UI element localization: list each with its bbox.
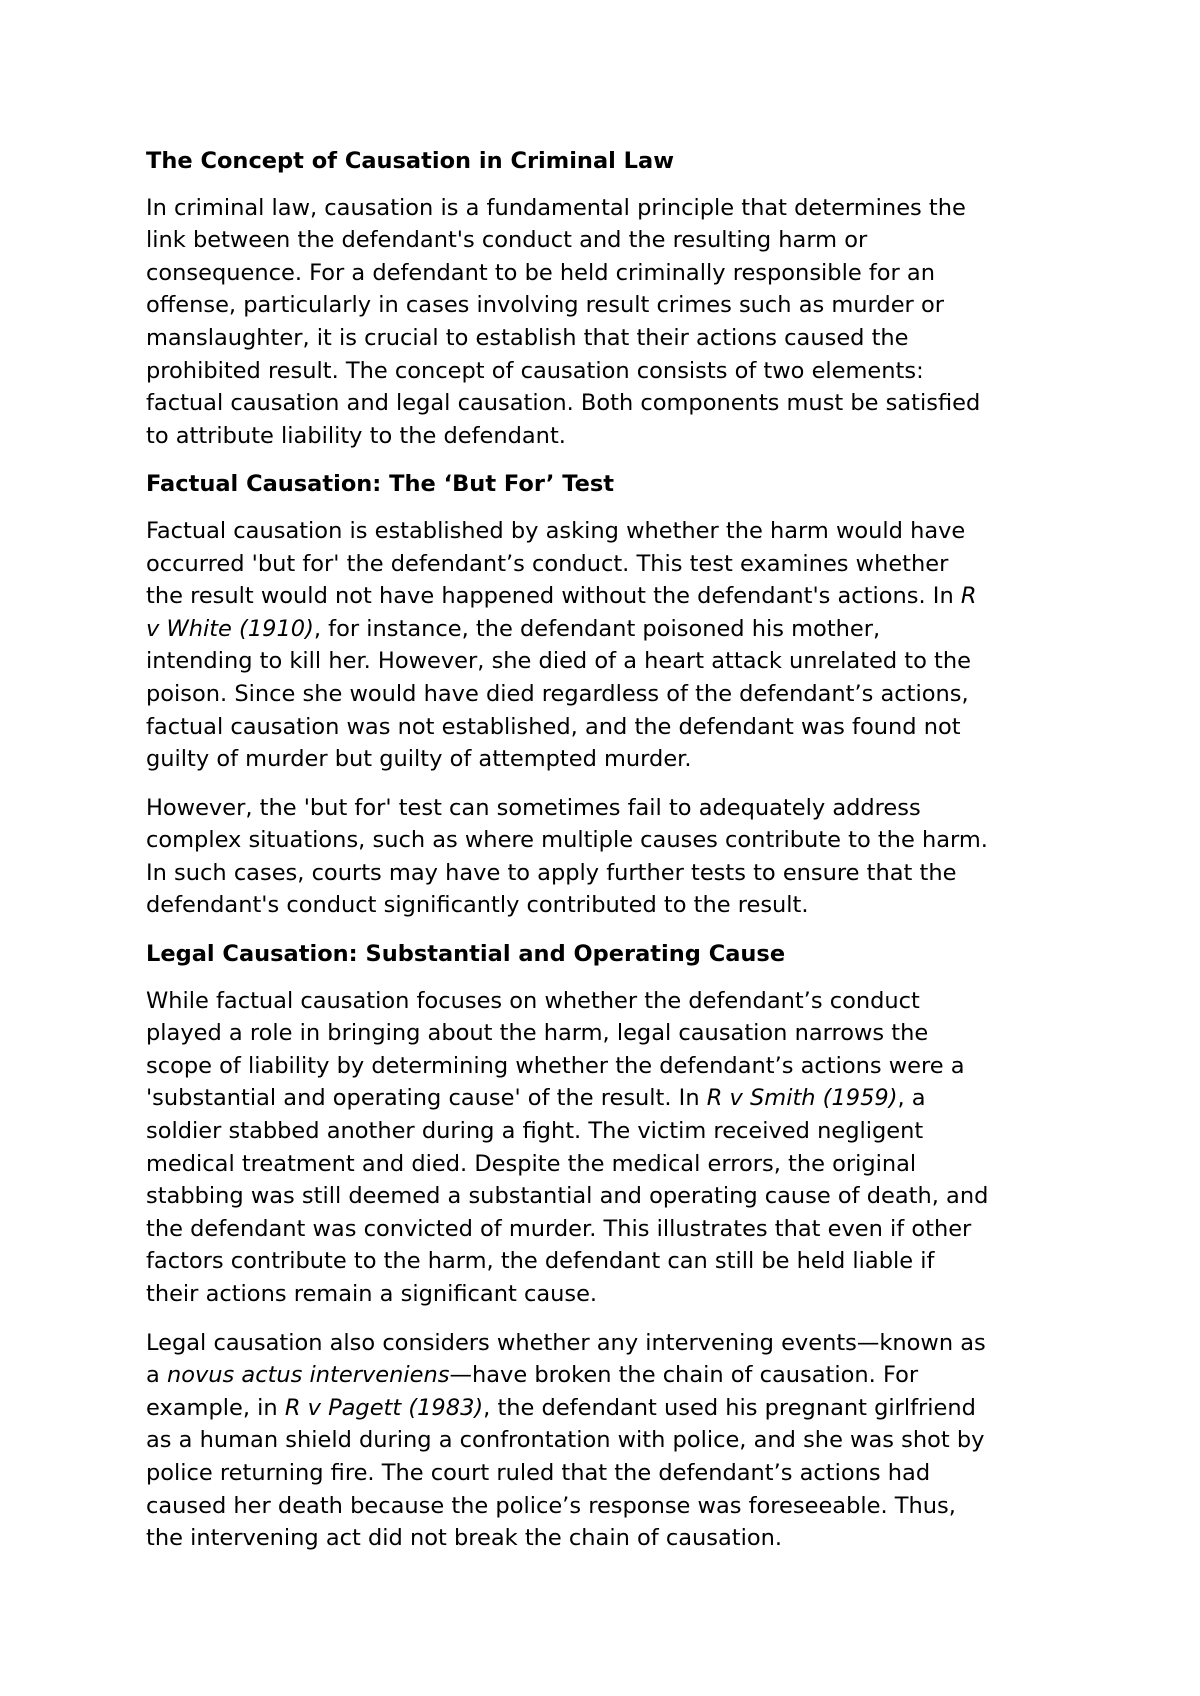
factual-causation-heading: Factual Causation: The ‘But For’ Test <box>146 471 615 498</box>
text-line: While factual causation focuses on whether the defendant’s conduct <box>146 987 920 1014</box>
text-line: the intervening act did not break the chain of causation. <box>146 1525 782 1552</box>
text-line: manslaughter, it is crucial to establish that their actions caused the <box>146 324 909 351</box>
latin-term: novus actus interveniens <box>166 1362 450 1389</box>
text-line <box>146 1082 1066 1115</box>
text-line: In criminal law, causation is a fundamental principle that determines the <box>146 194 966 221</box>
text-run: example, in <box>146 1394 285 1421</box>
document-title: The Concept of Causation in Criminal Law <box>146 148 674 174</box>
text-run: 'substantial and operating cause' of the result. In <box>146 1085 707 1112</box>
text-line: occurred 'but for' the defendant’s conduct. This test examines whether <box>146 550 949 577</box>
legal-causation-paragraph-2 <box>146 1327 1066 1555</box>
text-line: complex situations, such as where multiple causes contribute to the harm. <box>146 827 988 854</box>
text-line: Factual causation is established by asking whether the harm would have <box>146 517 966 544</box>
text-line: intending to kill her. However, she died of a heart attack unrelated to the <box>146 648 971 675</box>
text-line <box>146 580 1066 613</box>
factual-causation-paragraph-1 <box>146 515 1066 776</box>
text-run: , the defendant used his pregnant girlfriend <box>483 1394 976 1421</box>
text-line: stabbing was still deemed a substantial and operating cause of death, and <box>146 1183 989 1210</box>
text-line: guilty of murder but guilty of attempted murder. <box>146 746 692 773</box>
text-run: , for instance, the defendant poisoned his mother, <box>313 615 881 642</box>
text-line: poison. Since she would have died regardless of the defendant’s actions, <box>146 680 969 707</box>
text-line: to attribute liability to the defendant. <box>146 422 566 449</box>
text-line: police returning fire. The court ruled that the defendant’s actions had <box>146 1459 931 1486</box>
text-line: caused her death because the police’s response was foreseeable. Thus, <box>146 1492 956 1519</box>
text-line: Legal causation also considers whether any intervening events—known as <box>146 1329 986 1356</box>
legal-causation-paragraph-1 <box>146 985 1066 1311</box>
text-line: offense, particularly in cases involving result crimes such as murder or <box>146 292 944 319</box>
text-run: a <box>146 1362 167 1389</box>
text-line: consequence. For a defendant to be held criminally responsible for an <box>146 259 935 286</box>
text-run: the result would not have happened without the defendant's actions. In <box>146 583 961 610</box>
text-line: medical treatment and died. Despite the medical errors, the original <box>146 1150 917 1177</box>
text-line: link between the defendant's conduct and the resulting harm or <box>146 227 868 254</box>
case-citation: R v Smith (1959) <box>706 1085 898 1112</box>
text-line: defendant's conduct significantly contributed to the result. <box>146 892 809 919</box>
text-line: soldier stabbed another during a fight. The victim received negligent <box>146 1118 924 1145</box>
text-line: factual causation was not established, and the defendant was found not <box>146 713 961 740</box>
text-line: prohibited result. The concept of causation consists of two elements: <box>146 357 924 384</box>
text-run: —have broken the chain of causation. For <box>449 1362 919 1389</box>
case-citation: R v Pagett (1983) <box>284 1394 484 1421</box>
text-line: factors contribute to the harm, the defendant can still be held liable if <box>146 1248 935 1275</box>
text-line: played a role in bringing about the harm, legal causation narrows the <box>146 1020 929 1047</box>
text-line: their actions remain a significant cause. <box>146 1281 598 1307</box>
text-line: In such cases, courts may have to apply further tests to ensure that the <box>146 859 957 886</box>
text-line <box>146 1359 1066 1392</box>
text-line: as a human shield during a confrontation with police, and she was shot by <box>146 1427 985 1454</box>
text-line <box>146 613 1066 646</box>
text-line: the defendant was convicted of murder. This illustrates that even if other <box>146 1215 972 1242</box>
text-line: scope of liability by determining whether the defendant’s actions were a <box>146 1052 965 1079</box>
legal-causation-heading: Legal Causation: Substantial and Operating Cause <box>146 941 786 968</box>
text-line <box>146 1392 1066 1425</box>
case-citation: v White (1910) <box>146 615 314 642</box>
text-line: However, the 'but for' test can sometimes fail to adequately address <box>146 794 921 821</box>
text-line: factual causation and legal causation. Both components must be satisfied <box>146 390 981 417</box>
document-body <box>146 145 1066 1571</box>
factual-causation-paragraph-2 <box>146 792 1066 922</box>
intro-paragraph <box>146 192 1066 453</box>
text-run: , a <box>897 1085 926 1112</box>
case-citation: R <box>960 583 977 610</box>
